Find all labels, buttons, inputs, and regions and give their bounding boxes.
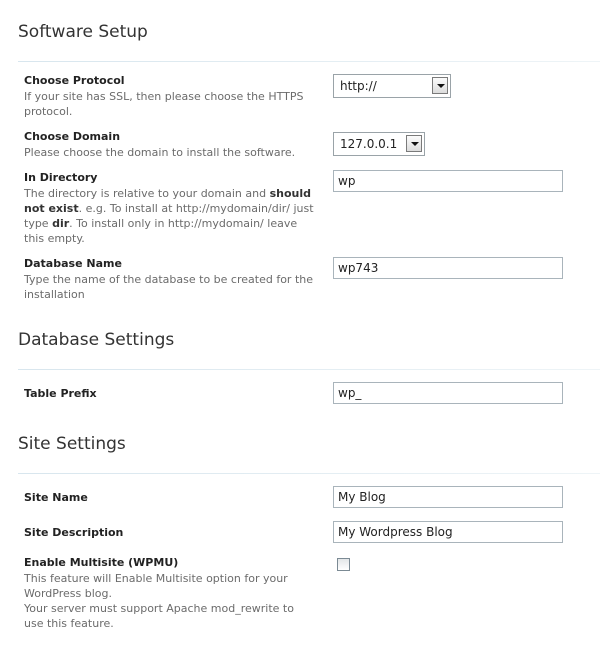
domain-description: Please choose the domain to install the software.: [24, 146, 296, 159]
section-divider: [18, 61, 600, 62]
directory-input[interactable]: [333, 170, 563, 192]
site-settings-title: Site Settings: [18, 434, 126, 454]
chevron-down-icon[interactable]: [406, 135, 422, 152]
database-settings-title: Database Settings: [18, 330, 175, 350]
database-name-label: Database Name: [24, 257, 122, 270]
software-setup-title: Software Setup: [18, 22, 148, 42]
domain-label: Choose Domain: [24, 130, 121, 143]
multisite-label: Enable Multisite (WPMU): [24, 556, 179, 569]
domain-select-value: 127.0.0.1: [340, 137, 398, 151]
site-name-input[interactable]: [333, 486, 563, 508]
section-divider: [18, 473, 600, 474]
multisite-checkbox[interactable]: [337, 558, 350, 571]
table-prefix-input[interactable]: [333, 382, 563, 404]
protocol-select-value: http://: [340, 79, 377, 93]
multisite-description: This feature will Enable Multisite option for your WordPress blog. Your server must support Apache mod_rewrite to use this feature.: [24, 572, 294, 630]
site-description-input[interactable]: [333, 521, 563, 543]
section-divider: [18, 369, 600, 370]
chevron-down-icon[interactable]: [432, 77, 448, 94]
protocol-label: Choose Protocol: [24, 74, 125, 87]
database-name-description: Type the name of the database to be created for the installation: [24, 273, 314, 301]
directory-label: In Directory: [24, 171, 98, 184]
site-name-label: Site Name: [24, 491, 88, 504]
protocol-select[interactable]: [333, 74, 451, 98]
directory-description: The directory is relative to your domain and should not exist. e.g. To install at http://mydomain/dir/ just type dir. To install only in http://mydomain/ leave this empty.: [24, 187, 314, 245]
site-description-label: Site Description: [24, 526, 124, 539]
protocol-description: If your site has SSL, then please choose the HTTPS protocol.: [24, 90, 304, 118]
domain-select[interactable]: [333, 132, 425, 156]
database-name-input[interactable]: [333, 257, 563, 279]
table-prefix-label: Table Prefix: [24, 387, 97, 400]
